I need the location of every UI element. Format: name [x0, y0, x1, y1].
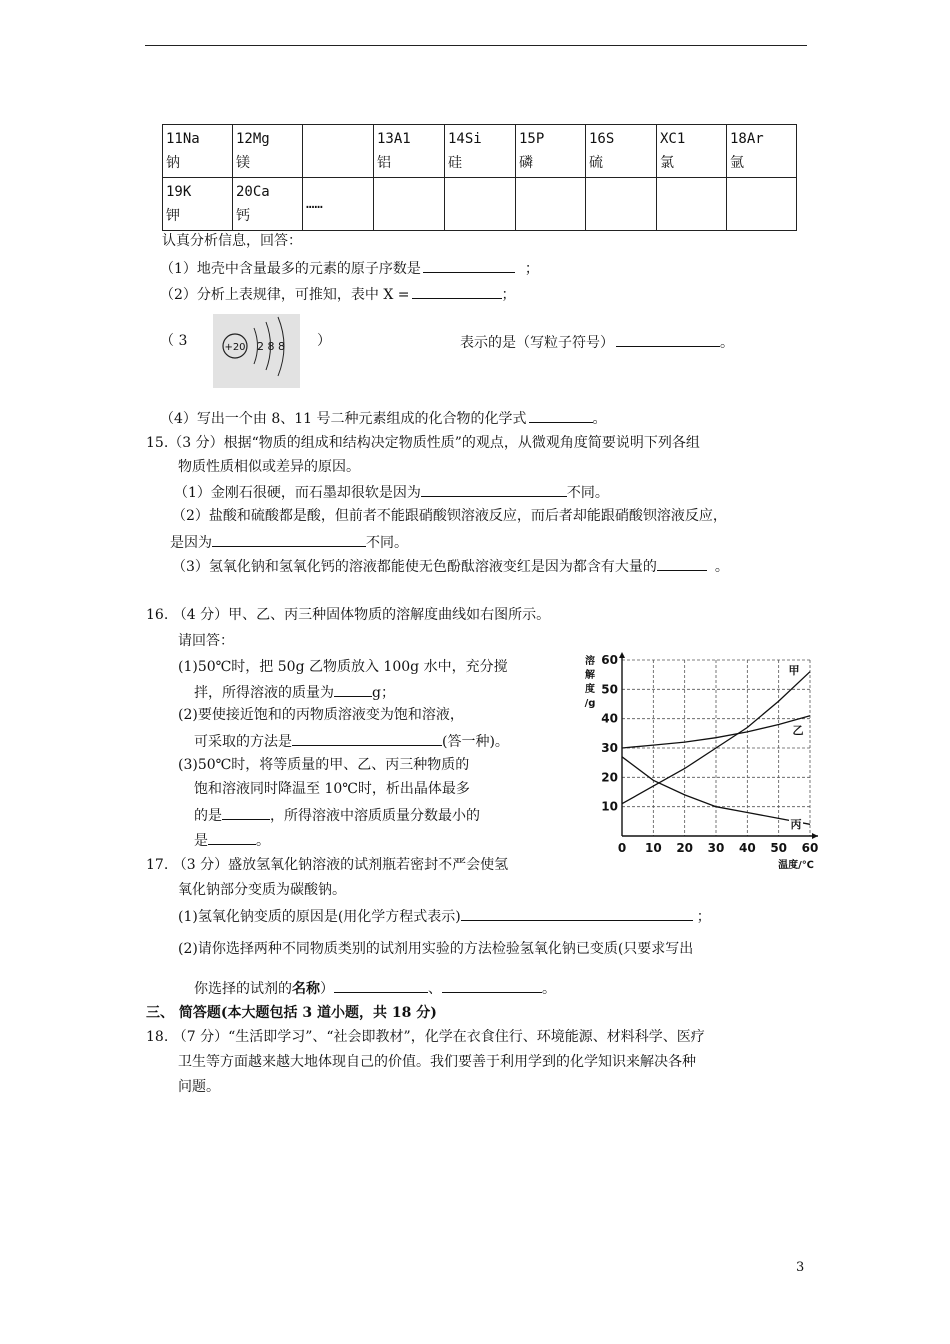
periodic-table: [162, 124, 797, 231]
answer-blank[interactable]: [423, 258, 515, 273]
table-cell: 15P 磷: [516, 125, 586, 178]
y-axis-label: 溶: [585, 656, 595, 667]
q17-part1: (1)氢氧化钠变质的原因是(用化学方程式表示) ；: [178, 906, 711, 926]
table-cell: [374, 178, 445, 231]
table-cell: 16S 硫: [586, 125, 657, 178]
q14-part3-close: ）: [317, 333, 331, 349]
q16-part3-cont: 饱和溶液同时降温至 10℃时，析出晶体最多: [194, 781, 470, 797]
q18-stem-cont: 卫生等方面越来越大地体现自己的价值。我们要善于利用学到的化学知识来解决各种: [178, 1054, 696, 1070]
y-axis-label: /g: [584, 698, 596, 709]
answer-blank[interactable]: [334, 682, 372, 697]
table-cell: 13A1 铝: [374, 125, 445, 178]
table-cell: XC1 氯: [657, 125, 727, 178]
q16-part3-cont2: 的是 ，所得溶液中溶质质量分数最小的: [194, 805, 480, 825]
table-cell: [303, 125, 374, 178]
table-cell: 18Ar 氩: [727, 125, 797, 178]
q15-stem: 15.（3 分）根据“物质的组成和结构决定物质性质”的观点，从微观角度简要说明下列各组: [146, 435, 700, 451]
series-label: 丙: [790, 818, 802, 831]
table-cell: 14Si 硅: [445, 125, 516, 178]
q14-part4: （4）写出一个由 8、11 号二种元素组成的化合物的化学式 。: [160, 408, 607, 428]
answer-blank[interactable]: [461, 906, 693, 921]
answer-blank[interactable]: [212, 532, 366, 547]
table-cell: [657, 178, 727, 231]
q17-stem: 17. （3 分）盛放氢氧化钠溶液的试剂瓶若密封不严会使氢: [146, 857, 509, 873]
q18-stem: 18. （7 分）“生活即学习”、“社会即教材”，化学在衣食住行、环境能源、材料科学、医疗: [146, 1029, 705, 1045]
atom-structure-diagram: [213, 314, 300, 388]
y-tick-label: 30: [601, 741, 618, 755]
q15-part3: （3）氢氧化钠和氢氧化钙的溶液都能使无色酚酞溶液变红是因为都含有大量的 。: [172, 556, 729, 576]
x-tick-label: 60: [801, 841, 819, 855]
table-row: [163, 125, 797, 178]
answer-blank[interactable]: [442, 978, 542, 993]
q15-part1: （1）金刚石很硬，而石墨却很软是因为 不同。: [174, 482, 609, 502]
answer-blank[interactable]: [657, 556, 707, 571]
section-title: 三、 简答题(本大题包括 3 道小题，共 18 分): [146, 1005, 437, 1021]
y-tick-label: 60: [601, 653, 618, 667]
atom-nucleus-label: +20: [224, 342, 246, 353]
table-cell: 19K 钾: [163, 178, 233, 231]
page-number: 3: [796, 1260, 805, 1275]
q17-part2-cont: 你选择的试剂的名称） 、 。: [194, 978, 556, 998]
solubility-chart: [576, 648, 822, 878]
q14-part3: 表示的是（写粒子符号） 。: [460, 332, 734, 352]
solubility-chart-svg: [576, 648, 822, 878]
atom-shell-counts: 2 8 8: [257, 340, 285, 353]
x-axis-label: 温度/℃: [778, 860, 814, 871]
answer-blank[interactable]: [292, 731, 442, 746]
header-rule: [145, 45, 807, 46]
answer-blank[interactable]: [529, 408, 593, 423]
answer-blank[interactable]: [222, 805, 270, 820]
table-cell: ……: [303, 178, 374, 231]
table-cell: [516, 178, 586, 231]
q15-stem-cont: 物质性质相似或差异的原因。: [178, 459, 360, 475]
y-tick-label: 40: [601, 711, 618, 726]
answer-blank[interactable]: [421, 482, 567, 497]
x-tick-label: 20: [676, 841, 694, 855]
series-label: 甲: [788, 664, 800, 677]
table-cell: 11Na 钠: [163, 125, 233, 178]
q16-part1: (1)50℃时，把 50g 乙物质放入 100g 水中，充分搅: [178, 659, 508, 675]
x-tick-label: 50: [770, 841, 788, 855]
table-cell: 12Mg 镁: [233, 125, 303, 178]
answer-blank[interactable]: [334, 978, 428, 993]
y-tick-label: 20: [601, 770, 618, 785]
y-tick-label: 10: [601, 799, 618, 814]
q15-part2-cont: 是因为 不同。: [170, 532, 408, 552]
table-cell: [727, 178, 797, 231]
answer-blank[interactable]: [412, 284, 502, 299]
q15-part2: （2）盐酸和硫酸都是酸，但前者不能跟硝酸钡溶液反应，而后者却能跟硝酸钡溶液反应，: [172, 508, 727, 524]
y-axis-arrow: [619, 652, 625, 658]
q14-part2: （2）分析上表规律，可推知，表中 X = ；: [160, 284, 516, 304]
table-cell: [445, 178, 516, 231]
q17-stem-cont: 氧化钠部分变质为碳酸钠。: [178, 882, 346, 898]
x-tick-label: 30: [707, 841, 725, 855]
x-tick-label: 10: [644, 841, 662, 855]
q16-part2-cont: 可采取的方法是 (答一种)。: [194, 731, 509, 751]
y-axis-label: 解: [585, 670, 595, 681]
y-tick-label: 50: [601, 682, 618, 697]
q14-part1: （1）地壳中含量最多的元素的原子序数是 ；: [160, 258, 539, 278]
q16-part3-cont3: 是 。: [194, 830, 270, 850]
x-tick-label: 40: [738, 841, 756, 855]
table-row: [163, 178, 797, 231]
q16-part2: (2)要使接近饱和的丙物质溶液变为饱和溶液，: [178, 707, 464, 723]
q14-intro: 认真分析信息，回答：: [162, 233, 302, 249]
q16-prompt: 请回答：: [178, 633, 234, 649]
y-axis-label: 度: [585, 684, 595, 695]
answer-blank[interactable]: [208, 830, 256, 845]
q16-part1-cont: 拌，所得溶液的质量为 g；: [194, 682, 395, 702]
q18-stem-cont2: 问题。: [178, 1079, 220, 1095]
q17-part2: (2)请你选择两种不同物质类别的试剂用实验的方法检验氢氧化钠已变质(只要求写出: [178, 941, 694, 957]
q14-part3-open: （ 3: [160, 333, 188, 349]
series-label: 乙: [792, 724, 804, 737]
table-cell: [586, 178, 657, 231]
q16-stem: 16. （4 分）甲、乙、丙三种固体物质的溶解度曲线如右图所示。: [146, 607, 551, 623]
answer-blank[interactable]: [616, 332, 720, 347]
x-axis-arrow: [812, 833, 818, 839]
q16-part3: (3)50℃时，将等质量的甲、乙、丙三种物质的: [178, 757, 470, 773]
table-cell: 20Ca 钙: [233, 178, 303, 231]
x-tick-label: 0: [617, 841, 627, 855]
